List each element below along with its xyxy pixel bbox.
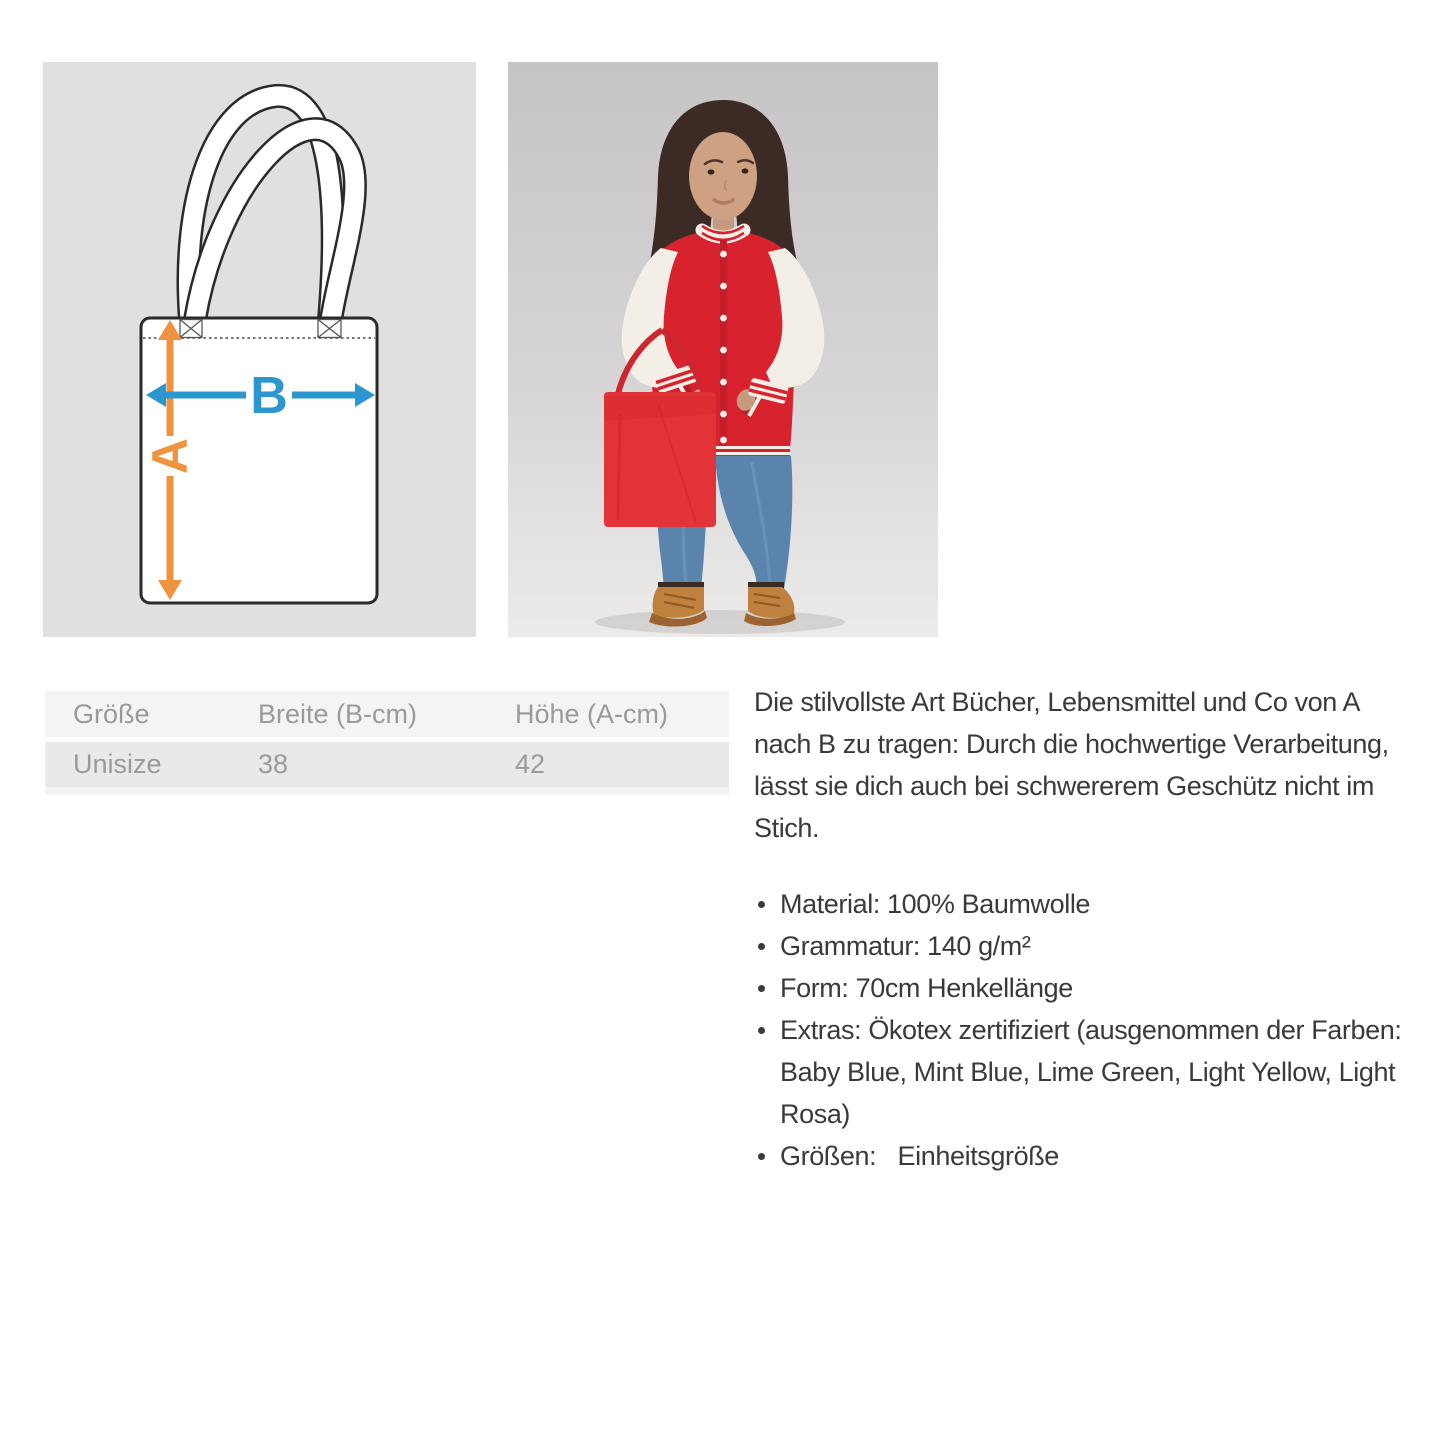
size-table xyxy=(45,691,729,795)
product-attributes-list xyxy=(754,883,1422,1177)
tote-bag-size-diagram xyxy=(43,62,476,637)
bullet-dot-icon xyxy=(758,1153,765,1160)
list-item xyxy=(754,967,1422,1009)
list-item xyxy=(754,1135,1422,1177)
bullet-dot-icon xyxy=(758,901,765,908)
product-photo-panel xyxy=(508,62,938,637)
attribute-text: Form: 70cm Henkellänge xyxy=(780,973,1073,1003)
label-b: B xyxy=(250,367,288,425)
header-cell-size: Größe xyxy=(73,698,150,729)
product-details xyxy=(754,681,1422,1177)
list-item xyxy=(754,1009,1422,1135)
product-description-paragraph: Die stilvollste Art Bücher, Lebensmittel und Co von A nach B zu tragen: Durch die hochwertige Verarbeitung, lässt sie dich auch bei schwererem Geschütz nicht im Stich. xyxy=(754,687,1389,843)
bullet-dot-icon xyxy=(758,1027,765,1034)
table-bottom-strip xyxy=(45,787,729,795)
table-header-row xyxy=(45,691,729,737)
label-a: A xyxy=(142,437,198,475)
cell-size: Unisize xyxy=(73,749,162,779)
attribute-text: Größen: Einheitsgröße xyxy=(780,1141,1059,1171)
attribute-text: Grammatur: 140 g/m² xyxy=(780,931,1031,961)
bullet-dot-icon xyxy=(758,943,765,950)
table-row xyxy=(45,742,729,787)
header-cell-height: Höhe (A-cm) xyxy=(515,698,669,729)
list-item xyxy=(754,883,1422,925)
tote-handles-icon xyxy=(189,96,355,320)
cell-height: 42 xyxy=(515,749,546,779)
model-photo-illustration xyxy=(508,62,938,637)
attribute-text: Extras: Ökotex zertifiziert (ausgenommen der Farben: Baby Blue, Mint Blue, Lime Green, Light Yellow, Light Rosa) xyxy=(780,1015,1402,1129)
attribute-text: Material: 100% Baumwolle xyxy=(780,889,1091,919)
size-diagram-panel xyxy=(43,62,476,637)
bullet-dot-icon xyxy=(758,985,765,992)
list-item xyxy=(754,925,1422,967)
header-cell-width: Breite (B-cm) xyxy=(258,698,418,729)
cell-width: 38 xyxy=(258,749,289,779)
